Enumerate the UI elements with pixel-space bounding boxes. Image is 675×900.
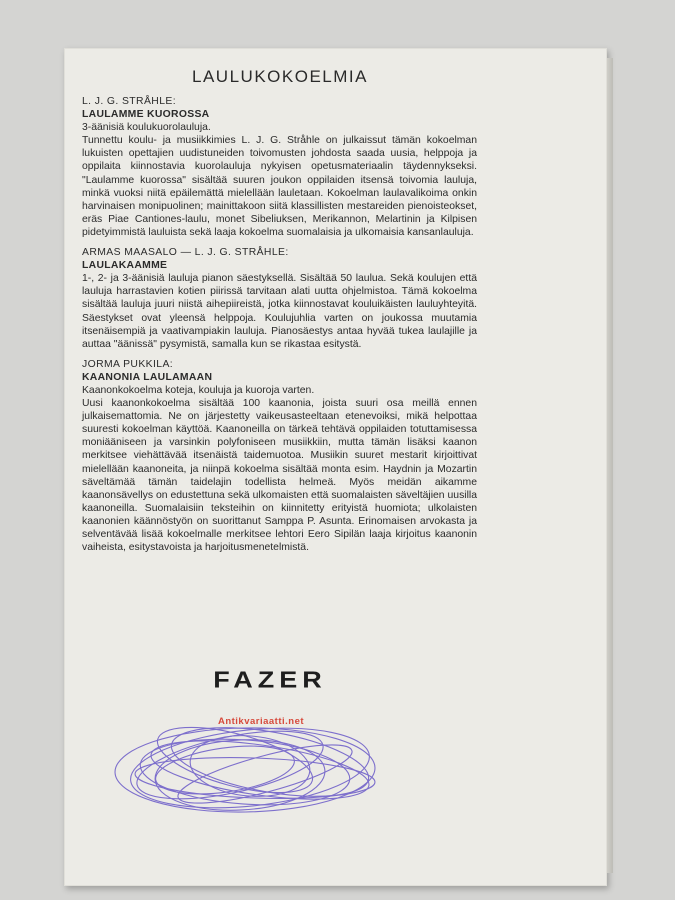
section-work-title: LAULAMME KUOROSSA [82, 109, 210, 121]
seller-watermark: Antikvariaatti.net [217, 716, 305, 727]
section-subtitle: Kaanonkokoelma koteja, kouluja ja kuoroja varten. [82, 384, 315, 396]
fazer-logo: FAZER [213, 667, 327, 693]
section-body: 1-, 2- ja 3-äänisiä lauluja pianon säestyksellä. Sisältää 50 laulua. Sekä koulujen että lauluja harrastavien kotien piirissä tarvitaan alati uutta ohjelmistoa. Tämä kokoelma sisältää lauluja juuri niistä aihepiireistä, jotka kiinnostavat kouluikäisten lauluyhteyitä. Säestykset ovat yleensä helppoja. Koulujuhlia varten on joukossa muutamia itsenäisempiä ja vaativampiakin lauluja. Pianosäestys antaa hyvää tukea laulajille ja auttaa "äänissä" pysymistä, samalla kun se rikastaa esitystä. [82, 273, 477, 350]
section-body: Tunnettu koulu- ja musiikkimies L. J. G. Stråhle on julkaissut tämän kokoelman lukuisten opettajien uudistuneiden toivomusten johdosta saada uusia, helppoja ja oppilaita kiinnostavia kuorolauluja nykyisen opetusmateriaalin täydennykseksi. "Laulamme kuorossa" sisältää suuren joukon oppilaiden itsensä toivomia lauluja, minkä vuoksi niitä epäilemättä mielellään lauletaan. Kokoelman laulavalikoima onkin harvinaisen monipuolinen; mainittakoon siitä klassillisten mestareiden pienoisteokset, eräs Piae Cantiones-laulu, monet Sibeliuksen, Merikannon, Melartinin ja Kilpisen pidetyimmistä lauluista sekä laaja kokoelma suomalaisia ja ulkomaisia kansanlauluja. [82, 135, 477, 238]
page-title: LAULUKOKOELMIA [192, 67, 368, 86]
section-author: JORMA PUKKILA: [82, 358, 174, 370]
section-author: ARMAS MAASALO — L. J. G. STRÅHLE: [82, 247, 289, 259]
section-subtitle: 3-äänisiä koulukuorolauluja. [82, 122, 211, 134]
section-author: L. J. G. STRÅHLE: [82, 96, 176, 107]
section-work-title: KAANONIA LAULAMAAN [82, 371, 213, 383]
section-body: Uusi kaanonkokoelma sisältää 100 kaanonia, joista suuri osa meillä ennen julkaisemattomia. Ne on järjestetty vaikeusasteeltaan etenevoiksi, mikä helpottaa suuresti kokoelman käyttöä. Kaanoneilla on tärkeä tehtävä oppilaiden totuttamisessa moniääniseen ja varsinkin polyfoniseen musiikkiin, mutta tämän lisäksi kaanon merkitsee viehättävää itsenäistä taidemuotoa. Musiikin suuret mestarit kirjoittivat mielellään kaanoneita, ja niinpä kokoelma sisältää monta esim. Haydnin ja Mozartin säveltämää tämän taidelajin todellista helmeä. Myös meidän aikamme kaanonsävellys on edustettuna sekä ulkomaisten että suomalaisten säveltäjien uusilla kaanoneilla. Suomalaisiin teksteihin on kiinnitetty erityistä huomiota; ulkolaisten kaanonien käännöstyön on suorittanut Samppa P. Asunta. Erinomaisen arvokasta ja selventävää lisää kokoelmalle merkitsee lehtori Eero Sipilän laaja kirjoitus kaanonin vaiheista, esitystavoista ja harjoitusmenetelmistä. [82, 398, 477, 554]
section-work-title: LAULAKAAMME [82, 260, 168, 272]
